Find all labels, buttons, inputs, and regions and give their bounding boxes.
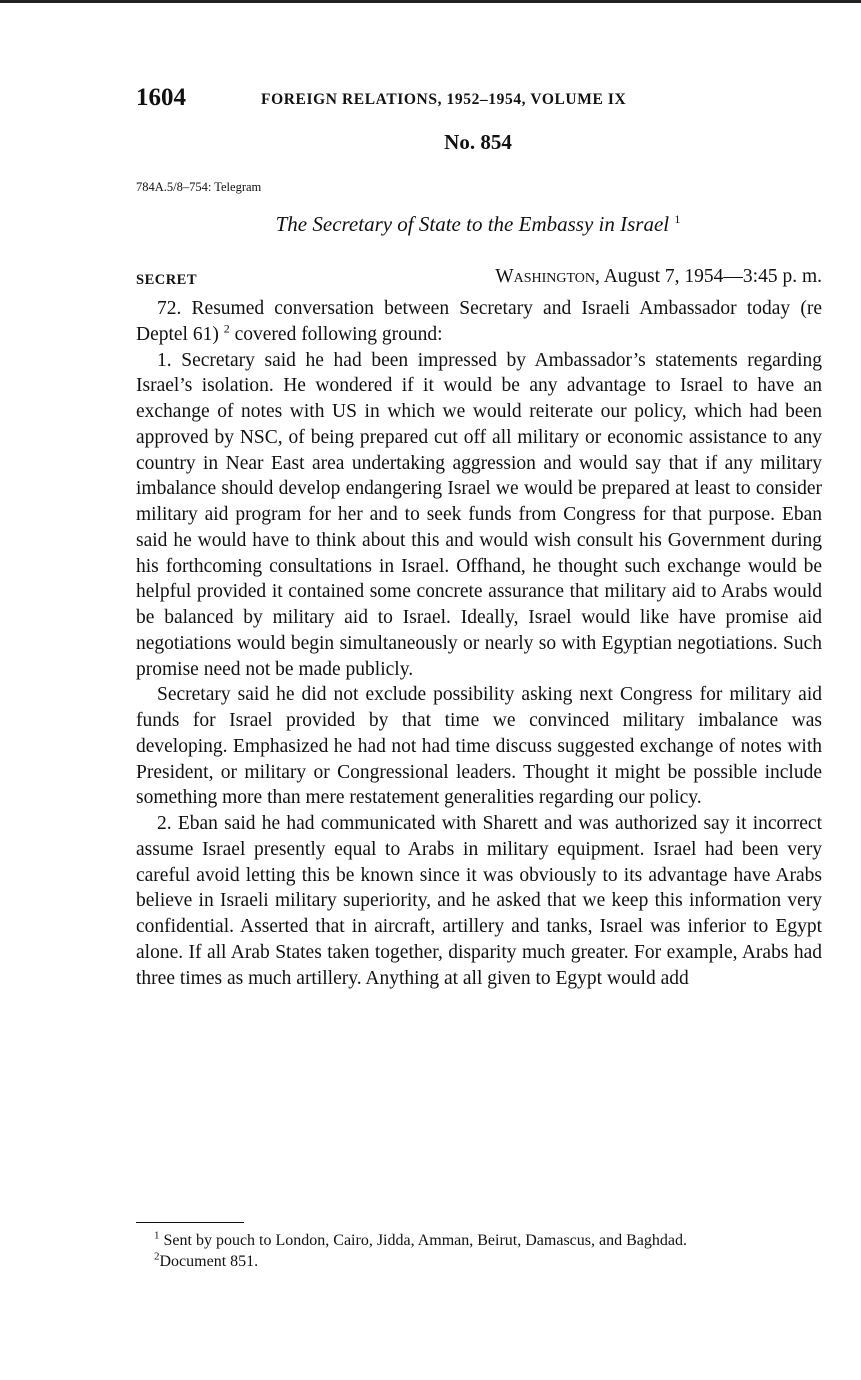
footnotes	[136, 1230, 822, 1272]
paragraph-3: Secretary said he did not exclude possibility asking next Congress for military aid funds for Israel provided by that time we convinced military imbalance was developing. Emphasized he had not had time discuss suggested exchange of notes with President, or military or Congressional leaders. Thought it might be possible include something more than mere restatement generalities regarding our policy.	[136, 684, 822, 809]
telegram-body	[136, 296, 822, 991]
classification-label: SECRET	[136, 272, 198, 288]
footnote-mark-1: 1	[674, 212, 681, 226]
paragraph-1-text: 72. Resumed conversation between Secretary and Israeli Ambassador today (re Deptel 61)	[136, 298, 822, 345]
footnote-1-mark: 1	[154, 1229, 160, 1242]
dateline-date: , August 7, 1954—3:45 p. m.	[595, 266, 822, 287]
footnote-2-text: Document 851.	[159, 1253, 259, 1270]
top-border-rule	[0, 0, 861, 3]
paragraph-1-text-end: covered following ground:	[229, 323, 443, 345]
paragraph-1	[136, 296, 822, 348]
volume-title: FOREIGN RELATIONS, 1952–1954, VOLUME IX	[261, 91, 627, 108]
footnote-1-text: Sent by pouch to London, Cairo, Jidda, Amman, Beirut, Damascus, and Baghdad.	[163, 1232, 687, 1249]
dateline	[412, 266, 822, 288]
running-head	[136, 84, 736, 114]
document-number: No. 854	[444, 130, 512, 154]
footnote-divider	[136, 1222, 244, 1223]
footnote-2	[136, 1251, 822, 1272]
footnote-1	[136, 1230, 822, 1251]
paragraph-4: 2. Eban said he had communicated with Sharett and was authorized say it incorrect assume Israel presently equal to Arabs in military equipment. Israel had been very careful avoid letting this be known since it was obviously to its advantage have Arabs believe in Israeli military superiority, and he asked that we keep this information very confidential. Asserted that in aircraft, artillery and tanks, Israel was inferior to Egypt alone. If all Arab States taken together, disparity much greater. For example, Arabs had three times as much artillery. Anything at all given to Egypt would add	[136, 813, 822, 989]
footnote-mark-2: 2	[223, 321, 230, 336]
dateline-place: Washington	[495, 266, 596, 287]
document-title	[0, 212, 861, 237]
footnote-2-mark: 2	[154, 1250, 160, 1263]
paragraph-2: 1. Secretary said he had been impressed by Ambassador’s statements regarding Israel’s isolation. He wondered if it would be any advantage to Israel to have an exchange of notes with US in which we would reiterate our policy, which had been approved by NSC, of being prepared cut off all military or economic assistance to any country in Near East area undertaking aggression and would say that if any military imbalance should develop endangering Israel we would be prepared at least to consider military aid program for her and to seek funds from Congress for that purpose. Eban said he would have to think about this and would wish consult his Government during his forthcoming consultations in Israel. Offhand, he thought such exchange would be helpful provided it contained some concrete assurance that military aid to Arabs would be balanced by military aid to Israel. Ideally, Israel would like have promise aid negotiations would begin simultaneously or nearly so with Egyptian negotiations. Such promise need not be made publicly.	[136, 349, 822, 680]
document-title-text: The Secretary of State to the Embassy in Israel	[275, 212, 670, 236]
file-reference: 784A.5/8–754: Telegram	[136, 180, 262, 194]
page-number: 1604	[136, 84, 186, 111]
